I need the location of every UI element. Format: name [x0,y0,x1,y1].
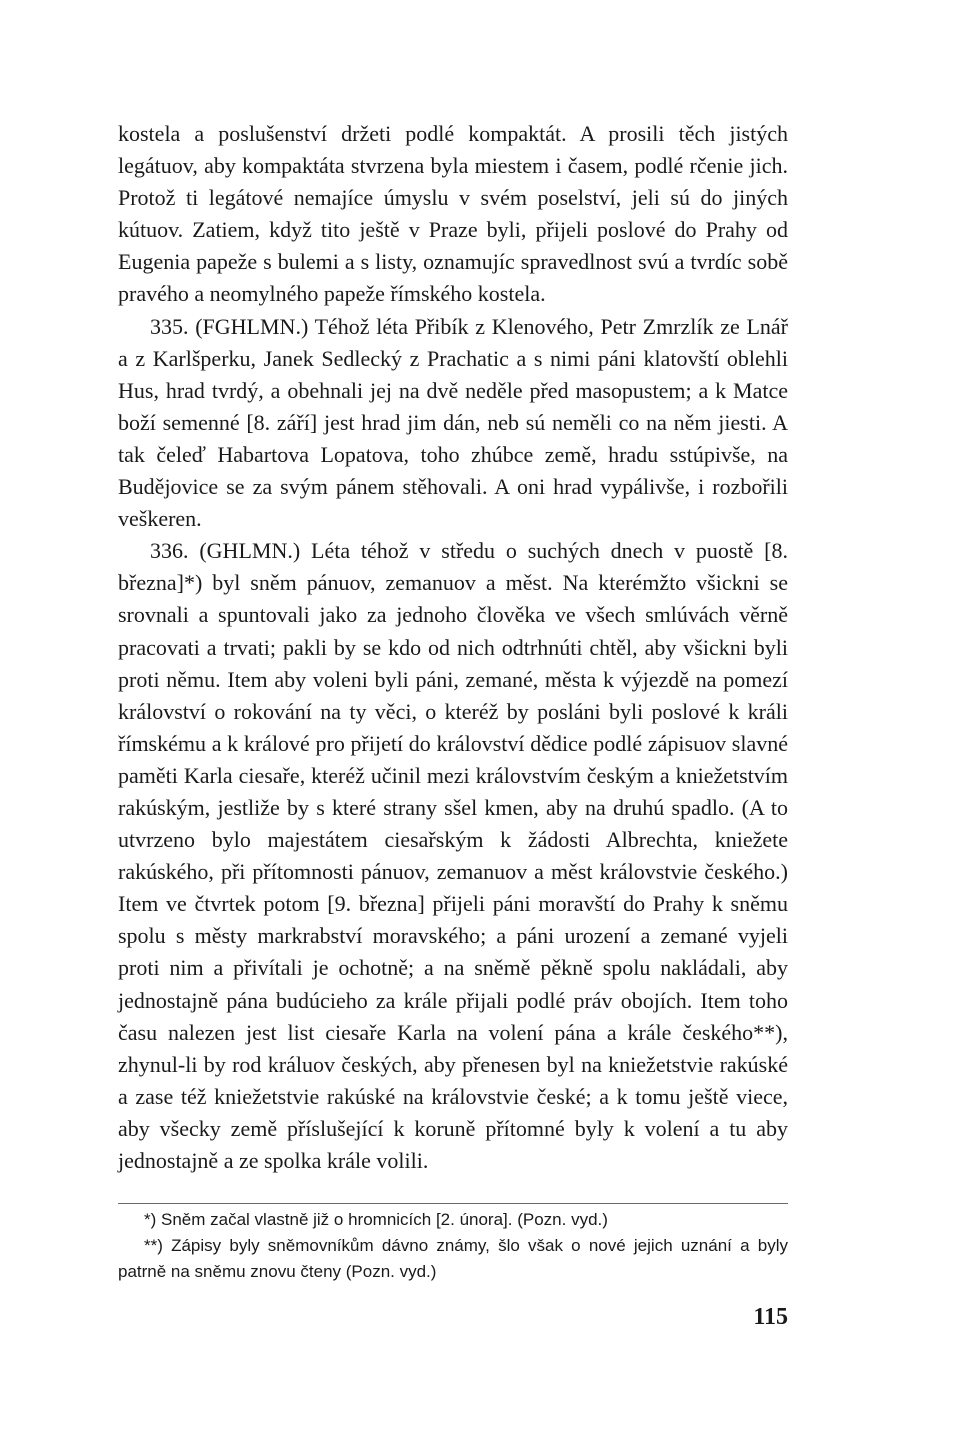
main-text [118,118,788,1177]
footnotes [118,1207,788,1285]
footnote-1: *) Sněm začal vlastně již o hromnicích [2. února]. (Pozn. vyd.) [144,1210,608,1229]
paragraph-336: 336. (GHLMN.) Léta téhož v středu o suchých dnech v puostě [8. března]*) byl sněm pánuov, zemanuov a měst. Na kterémžto všickni se srovnali a spuntovali jako za jednoho člověka ve všech smlúvách věrně pracovati a trvati; pakli by se kdo od nich odtrhnúti chtěl, aby všickni byli proti němu. Item aby voleni byli páni, zemané, města k výjezdě na pomezí království o rokování na ty věci, o kteréž by posláni byli poslové k králi římskému a k králové pro přijetí do království dědice podlé zápisuov slavné paměti Karla ciesaře, kteréž učinil mezi královstvím českým a kniežetstvím rakúským, jestliže by s které strany sšel kmen, aby na druhú spadlo. (A to utvrzeno bylo majestátem ciesařským k žádosti Albrechta, kniežete rakúského, při přítomnosti pánuov, zemanuov a měst královstvie českého.) Item ve čtvrtek potom [9. března] přijeli páni moravští do Prahy k sněmu spolu s městy markrabství moravského; a páni urození a zemané vyjeli proti nim a přivítali je ochotně; a na sněmě pěkně spolu nakládali, aby jednostajně pána budúcieho za krále přijali podlé práv obojích. Item toho času nalezen jest list ciesaře Karla na volení pána a krále českého**), zhynul-li by rod králuov českých, aby přenesen byl na kniežetstvie rakúské a zase též kniežetstvie rakúské na královstvie české; a k tomu ještě viece, aby všecky země příslušející k koruně přítomné byly k volení a tu aby jednostajně a ze spolka krále volili. [118,538,788,1173]
paragraph-335: 335. (FGHLMN.) Téhož léta Přibík z Klenového, Petr Zmrzlík ze Lnář a z Karlšperku, Janek Sedlecký z Prachatic a s nimi páni klatovští oblehli Hus, hrad tvrdý, a obehnali jej na dvě neděle před masopustem; a k Matce boží semenné [8. září] jest hrad jim dán, neb sú neměli co na něm jiesti. A tak čeleď Habartova Lopatova, toho zhúbce země, hradu sstúpivše, na Budějovice se za svým pánem stěhovali. A oni hrad vypálivše, i rozbořili veškeren. [118,313,788,532]
paragraph-continuation: kostela a poslušenství držeti podlé kompaktát. A prosili těch jistých legátuov, aby kompaktáta stvrzena byla miestem i časem, podlé rčenie jich. Protož ti legátové nemajíce úmyslu v svém poselství, jeli sú do jiných kútuov. Zatiem, když tito ještě v Praze byli, přijeli poslové do Prahy od Eugenia papeže s bulemi a s listy, oznamujíc spravedlnost svú a tvrdíc sobě pravého a neomylného papeže římského kostela. [118,121,788,307]
footnote-2: **) Zápisy byly sněmovníkům dávno známy, šlo však o nové jejich uznání a byly patrně na sněmu znovu čteny (Pozn. vyd.) [118,1236,788,1281]
page-number: 115 [753,1304,788,1330]
footnote-divider [118,1203,788,1204]
